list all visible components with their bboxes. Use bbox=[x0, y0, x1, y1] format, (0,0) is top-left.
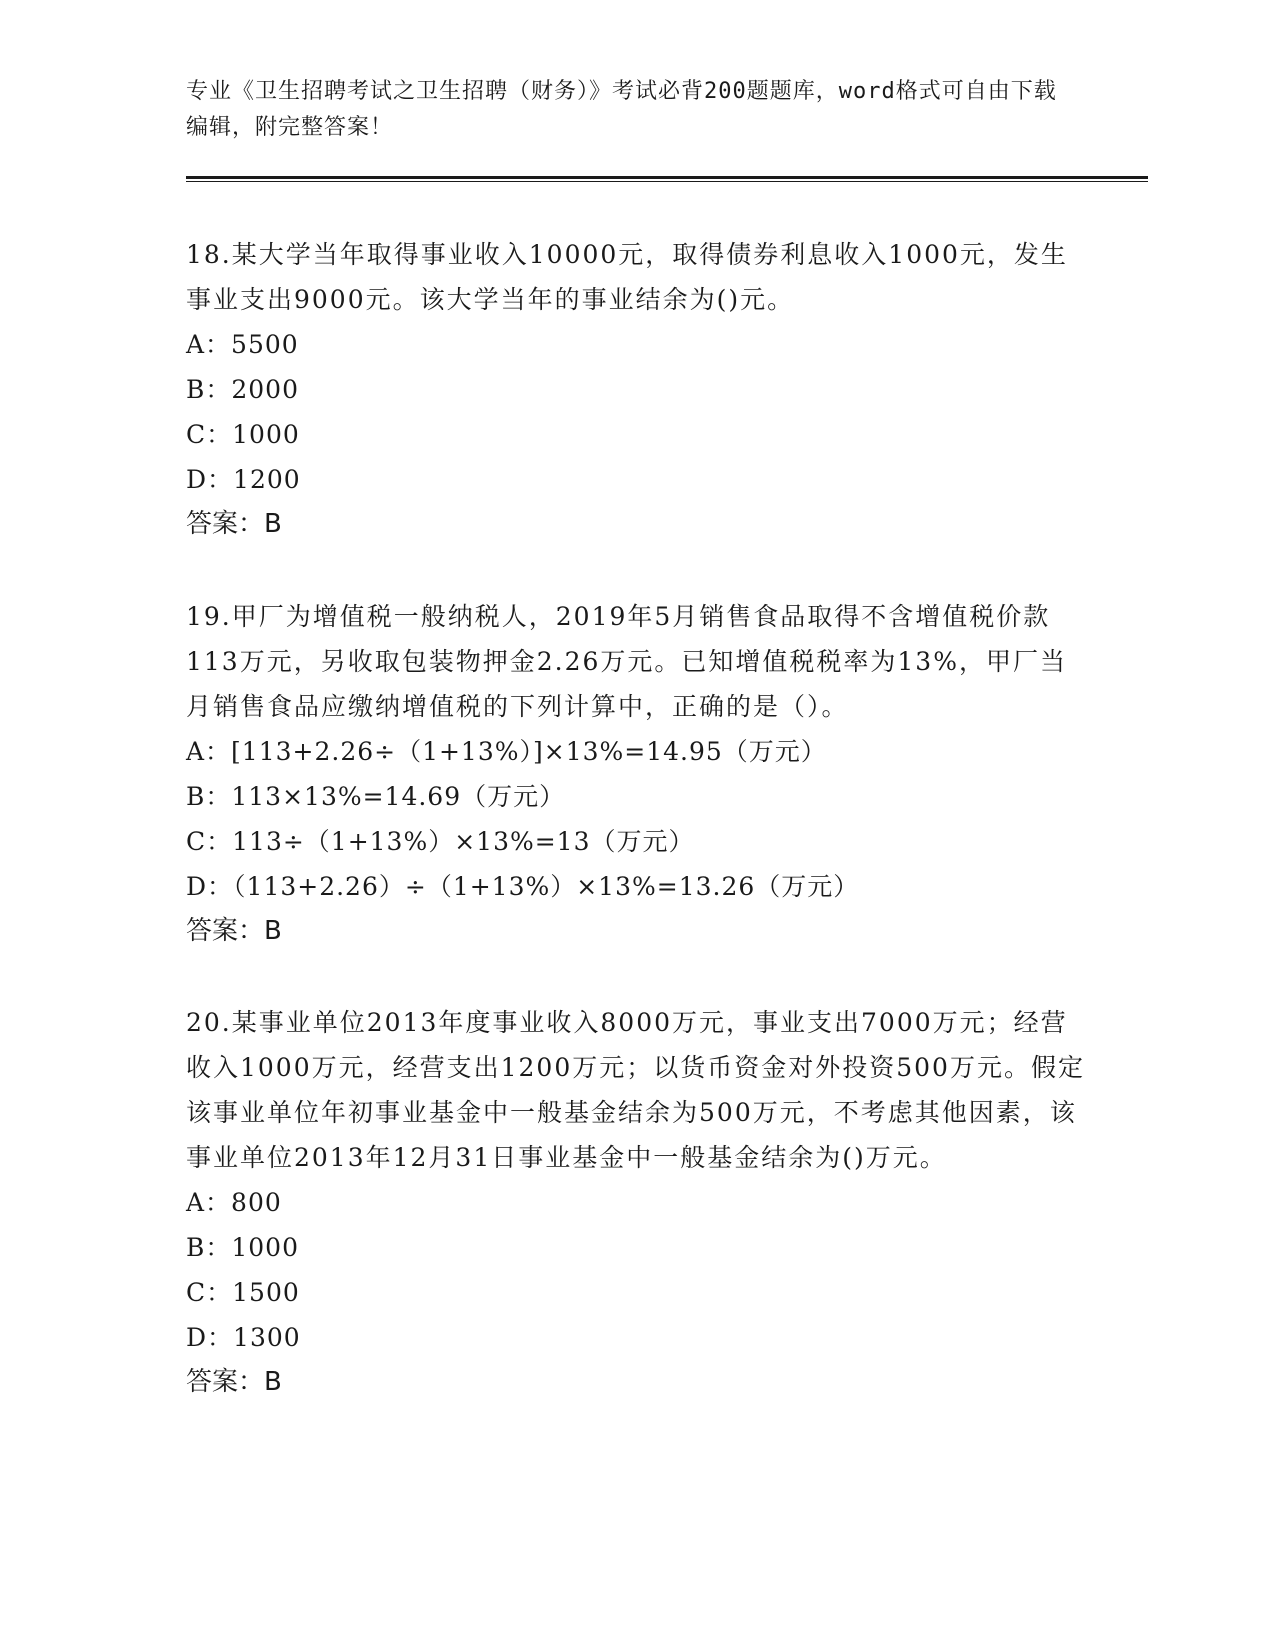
option-d: D：（113+2.26）÷（1+13%）×13%=13.26（万元） bbox=[186, 872, 860, 901]
answer-line: 答案：B bbox=[186, 916, 282, 946]
header-divider-thin bbox=[186, 181, 1148, 182]
answer-line: 答案：B bbox=[186, 509, 282, 539]
question-19 bbox=[186, 594, 1086, 954]
question-stem: 20.某事业单位2013年度事业收入8000万元，事业支出7000万元；经营收入1000万元，经营支出1200万元；以货币资金对外投资500万元。假定该事业单位年初事业基金中一般基金结余为500万元，不考虑其他因素，该事业单位2013年12月31日事业基金中一般基金结余为()万元。 bbox=[186, 1008, 1085, 1172]
option-b: B：1000 bbox=[186, 1233, 299, 1262]
option-c: C：113÷（1+13%）×13%=13（万元） bbox=[186, 827, 695, 856]
option-c: C：1000 bbox=[186, 420, 300, 449]
question-stem: 19.甲厂为增值税一般纳税人，2019年5月销售食品取得不含增值税价款113万元，另收取包装物押金2.26万元。已知增值税税率为13%，甲厂当月销售食品应缴纳增值税的下列计算中，正确的是（）。 bbox=[186, 602, 1067, 721]
option-b: B：2000 bbox=[186, 375, 299, 404]
answer-line: 答案：B bbox=[186, 1367, 282, 1397]
header-divider-thick bbox=[186, 176, 1148, 179]
option-c: C：1500 bbox=[186, 1278, 300, 1307]
option-a: A：[113+2.26÷（1+13%）]×13%=14.95（万元） bbox=[186, 737, 827, 766]
question-18 bbox=[186, 232, 1086, 547]
option-d: D：1300 bbox=[186, 1323, 301, 1352]
option-a: A：5500 bbox=[186, 330, 299, 359]
question-20 bbox=[186, 1000, 1086, 1405]
option-a: A：800 bbox=[186, 1188, 282, 1217]
question-stem: 18.某大学当年取得事业收入10000元，取得债券利息收入1000元，发生事业支出9000元。该大学当年的事业结余为()元。 bbox=[186, 240, 1068, 314]
option-d: D：1200 bbox=[186, 465, 301, 494]
option-b: B：113×13%=14.69（万元） bbox=[186, 782, 566, 811]
document-header: 专业《卫生招聘考试之卫生招聘（财务）》考试必背200题题库，word格式可自由下载编辑，附完整答案！ bbox=[186, 79, 1057, 140]
